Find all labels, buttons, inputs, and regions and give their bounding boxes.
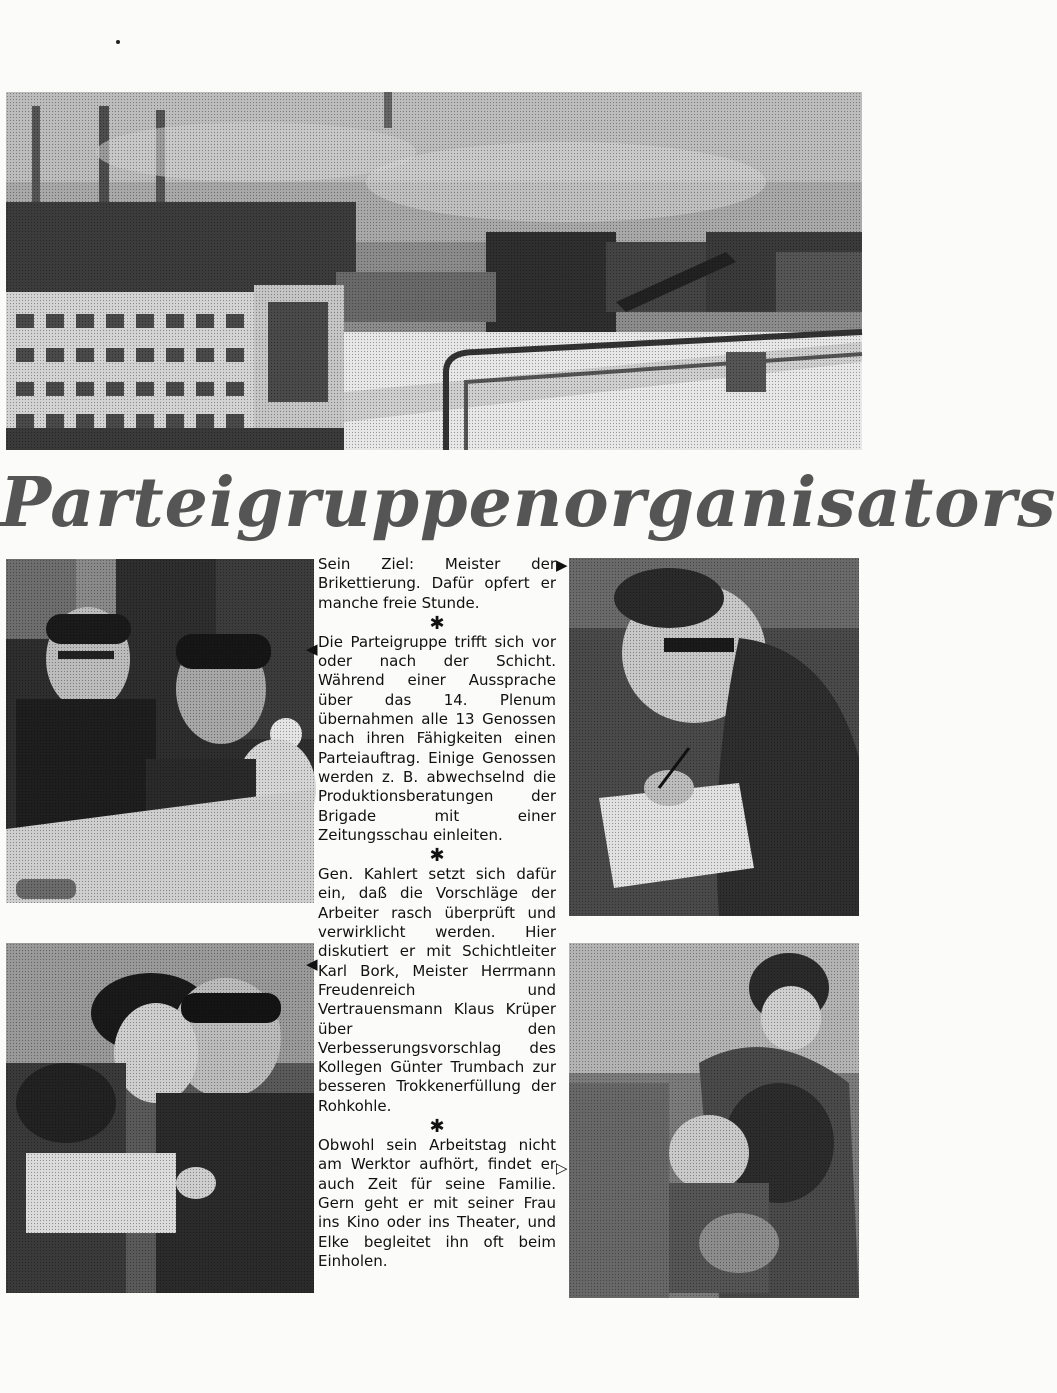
separator-star: ✱ bbox=[429, 612, 445, 634]
photo-family bbox=[569, 943, 859, 1298]
arrow-right-icon: ▶ bbox=[556, 556, 568, 574]
paragraph-family: Obwohl sein Arbeitstag nicht am Werktor aufhört, findet er auch Zeit für seine Familie. Gern geht er mit seiner Frau ins Kino oder ins Theater, und Elke begleitet ihn oft beim Einholen. bbox=[318, 1136, 556, 1270]
paragraph-party-group: Die Parteigruppe trifft sich vor oder nach der Schicht. Während einer Aussprache über das 14. Plenum übernahmen alle 13 Genossen nach ihren Fähigkeiten einen Parteiauftrag. Einige Genossen werden z. B. abwechselnd die Produktionsberatungen der Brigade mit einer Zeitungsschau einleiten. bbox=[318, 632, 556, 844]
photo-party-group-meeting bbox=[6, 559, 314, 903]
photo-discussion-group bbox=[6, 943, 314, 1293]
separator-star: ✱ bbox=[429, 1116, 445, 1138]
arrow-left-icon: ◀ bbox=[306, 640, 318, 658]
paragraph-proposals: Gen. Kahlert setzt sich dafür ein, daß die Vorschläge der Arbeiter rasch überprüft und verwirklicht werden. Hier diskutiert er mit Schichtleiter Karl Bork, Meister Herrmann Freudenreich und Vertrauensmann Klaus Krüper über den Verbesserungsvorschlag des Kollegen Günter Trumbach zur besseren Trokkenerfüllung der Rohkohle. bbox=[318, 865, 556, 1115]
print-speck bbox=[116, 40, 120, 44]
arrow-right-icon: ▷ bbox=[556, 1159, 568, 1177]
factory-photo bbox=[6, 92, 862, 450]
separator-star: ✱ bbox=[429, 845, 445, 867]
headline: Parteigruppenorganisators bbox=[0, 463, 1057, 543]
arrow-left-icon: ◀ bbox=[306, 955, 318, 973]
paragraph-goal: Sein Ziel: Meister der Brikettierung. Dafür opfert er manche freie Stunde. bbox=[318, 555, 556, 612]
photo-man-writing bbox=[569, 558, 859, 916]
article-text bbox=[318, 555, 556, 1271]
